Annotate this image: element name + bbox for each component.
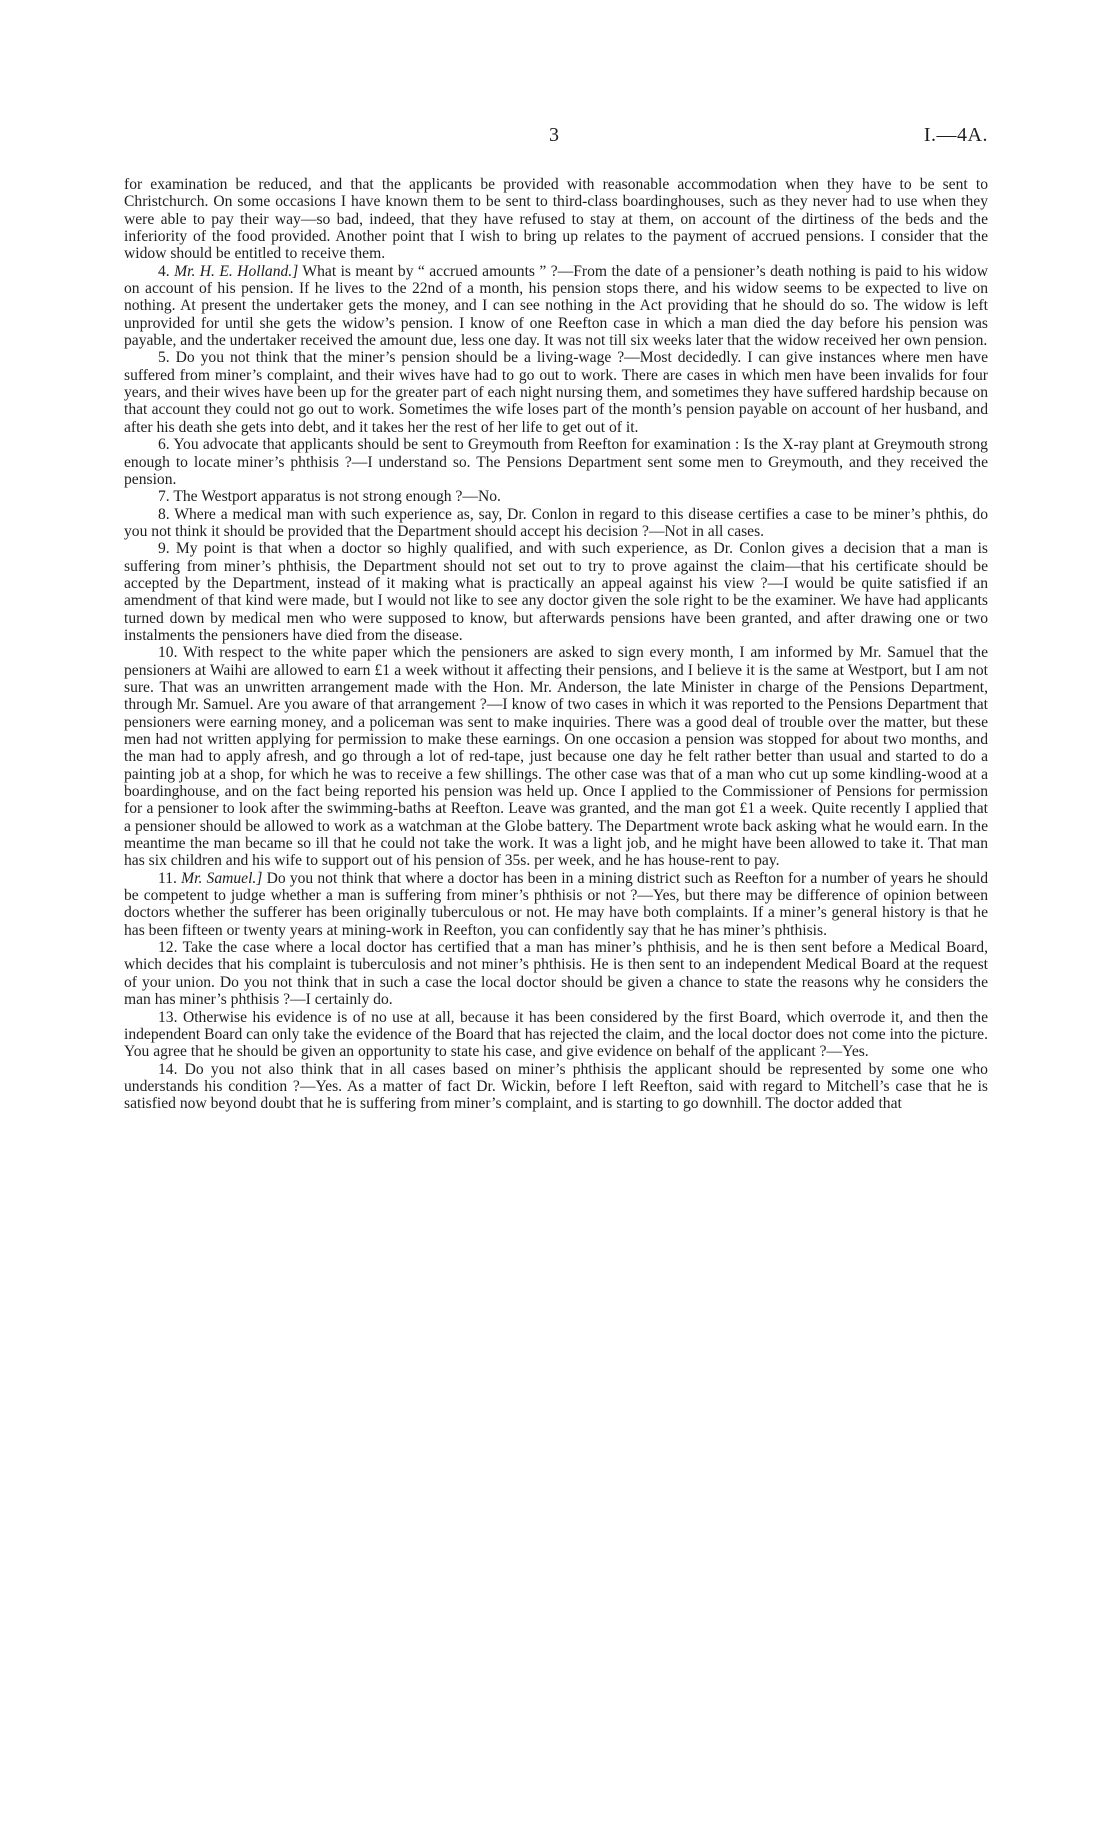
paragraph-10 — [124, 644, 988, 869]
page-number: 3 — [549, 124, 559, 146]
paragraph-text: Where a medical man with such experience as, say, Dr. Conlon in regard to this disease certifies a case to be miner’s phthis, do you not think it should be provided that the Department should accept his decision ?—Not in all cases. — [124, 505, 988, 540]
paragraph-4 — [124, 263, 988, 350]
paragraph-text: With respect to the white paper which the pensioners are asked to sign every month, I am informed by Mr. Samuel that the pensioners at Waihi are allowed to earn £1 a week without it affecting their pensions, and I believe it is the same at Westport, but I am not sure. That was an unwritten arrangement made with the Hon. Mr. Anderson, the late Minister in charge of the Pensions Department, through Mr. Samuel. Are you aware of that arrangement ?—I know of two cases in which it was reported to the Pensions Department that pensioners were earning money, and a policeman was sent to make inquiries. There was a good deal of trouble over the matter, but these men had not written applying for permission to make these earnings. On one occasion a pension was stopped for about two months, and the man had to apply afresh, and go through a lot of red-tape, just because one day he felt rather better than usual and started to do a painting job at a shop, for which he was to receive a few shillings. The other case was that of a man who cut up some kindling-wood at a boardinghouse, and on the fact being reported his pension was held up. Once I applied to the Commissioner of Pensions for permission for a pensioner to look after the swimming-baths at Reefton. Leave was granted, and the man got £1 a week. Quite recently I applied that a pensioner should be allowed to work as a watchman at the Globe battery. The Department wrote back asking what he would earn. In the meantime the man became so ill that he could not take the work. It was a light job, and he might have been allowed to take it. That man has six children and his wife to support out of his pension of 35s. per week, and he has house-rent to pay. — [124, 644, 988, 870]
paragraph-text: Do you not also think that in all cases based on miner’s phthisis the applicant should be represented by some one who understands his condition ?—Yes. As a matter of fact Dr. Wickin, before I left Reefton, said with regard to Mitchell’s case that he is satisfied now beyond doubt that he is suffering from miner’s complaint, and is starting to go downhill. The doctor added that — [124, 1060, 988, 1113]
paragraph-number: 14. — [158, 1060, 178, 1078]
paragraph-text: You advocate that applicants should be sent to Greymouth from Reefton for examination : Is the X-ray plant at Greymouth strong enough to locate miner’s phthisis ?—I understand so. The Pensions Department sent some men to Greymouth, and they received the pension. — [124, 436, 988, 488]
paragraph-text: Do you not think that where a doctor has been in a mining district such as Reefton for a number of years he should be competent to judge whether a man is suffering from miner’s phthisis or not ?—Yes, but there may be difference of opinion between doctors whether the sufferer has been originally tuberculous or not. He may have both complaints. If a miner’s general history is that he has been fifteen or twenty years at mining-work in Reefton, you can confidently say that he has miner’s phthisis. — [124, 869, 989, 939]
paragraph-number: 8. — [158, 505, 170, 523]
paragraph-text: for examination be reduced, and that the applicants be provided with reasonable accommodation when they have to be sent to Christchurch. On some occasions I have known them to be sent to third-class boardinghouses, such as they never had to use when they were able to pay their way—so bad, indeed, that they have refused to stay at them, on account of the dirtiness of the beds and the inferiority of the food provided. Another point that I wish to bring up relates to the payment of accrued pensions. I consider that the widow should be entitled to receive them. — [124, 176, 988, 263]
paragraph-9 — [124, 540, 988, 644]
speaker-label: Mr. H. E. Holland.] — [174, 262, 299, 280]
paragraph-text: My point is that when a doctor so highly qualified, and with such experience, as Dr. Conlon gives a decision that a man is suffering from miner’s phthisis, the Department should not set out to try to prove against the claim—that his certificate should be accepted by the Department, instead of it making what is practically an appeal against his view ?—I would be quite satisfied if an amendment of that kind were made, but I would not like to see any doctor given the sole right to be the examiner. We have had applicants turned down by medical men who were supposed to know, but afterwards pensions have been granted, and after drawing one or two instalments the pensioners have died from the disease. — [124, 540, 988, 644]
paragraph-text: Take the case where a local doctor has certified that a man has miner’s phthisis, and he is then sent before a Medical Board, which decides that his complaint is tuberculosis and not miner’s phthisis. He is then sent to an independent Medical Board at the request of your union. Do you not think that in such a case the local doctor should be given a chance to state the reasons why he considers the man has miner’s phthisis ?—I certainly do. — [124, 939, 988, 1009]
paragraph-number: 5. — [158, 349, 170, 367]
paragraph-14 — [124, 1061, 988, 1113]
paragraph-number: 12. — [158, 939, 178, 957]
paragraph-8 — [124, 506, 988, 541]
paragraph-text: Otherwise his evidence is of no use at all, because it has been considered by the first Board, which overrode it, and then the independent Board can only take the evidence of the Board that has rejected the claim, and the local doctor does not come into the picture. You agree that he should be given an opportunity to state his case, and give evidence on behalf of the applicant ?—Yes. — [124, 1008, 988, 1061]
paragraph-continuation — [124, 176, 988, 263]
paragraph-text: Do you not think that the miner’s pension should be a living-wage ?—Most decidedly. I can give instances where men have suffered from miner’s complaint, and their wives have had to go out to work. There are cases in which men have been invalids for four years, and their wives have been up for the greater part of each night nursing them, and sometimes they have suffered hardship because on that account they could not go out to work. Sometimes the wife loses part of the month’s pension payable on account of her husband, and after his death she gets into debt, and it takes her the rest of her life to get out of it. — [124, 349, 988, 436]
paragraph-7 — [124, 488, 988, 505]
paragraph-number: 7. — [158, 488, 170, 506]
paragraph-text: What is meant by “ accrued amounts ” ?—From the date of a pensioner’s death nothing is paid to his widow on account of his pension. If he lives to the 22nd of a month, his pension stops there, and his widow seems to be expected to live on nothing. At present the undertaker gets the money, and I can see nothing in the Act providing that he should do so. The widow is left unprovided for until she gets the widow’s pension. I know of one Reefton case in which a man died the day before his pension was payable, and the undertaker received the amount due, less one day. It was not till six weeks later that the widow received her own pension. — [124, 262, 988, 350]
paragraph-6 — [124, 436, 988, 488]
paragraph-number: 6. — [158, 436, 170, 454]
paragraph-number: 4. — [158, 262, 170, 280]
paragraph-number: 11. — [158, 869, 177, 887]
paragraph-5 — [124, 349, 988, 436]
speaker-label: Mr. Samuel.] — [181, 869, 263, 887]
paragraph-12 — [124, 939, 988, 1008]
paragraph-13 — [124, 1009, 988, 1061]
paragraph-number: 9. — [158, 540, 170, 558]
body-text — [124, 176, 988, 1113]
paragraph-number: 10. — [158, 644, 178, 662]
paragraph-number: 13. — [158, 1008, 178, 1026]
paragraph-text: The Westport apparatus is not strong enough ?—No. — [173, 488, 501, 506]
page-header — [0, 124, 1114, 152]
document-reference: I.—4A. — [923, 124, 988, 146]
paragraph-11 — [124, 870, 988, 939]
